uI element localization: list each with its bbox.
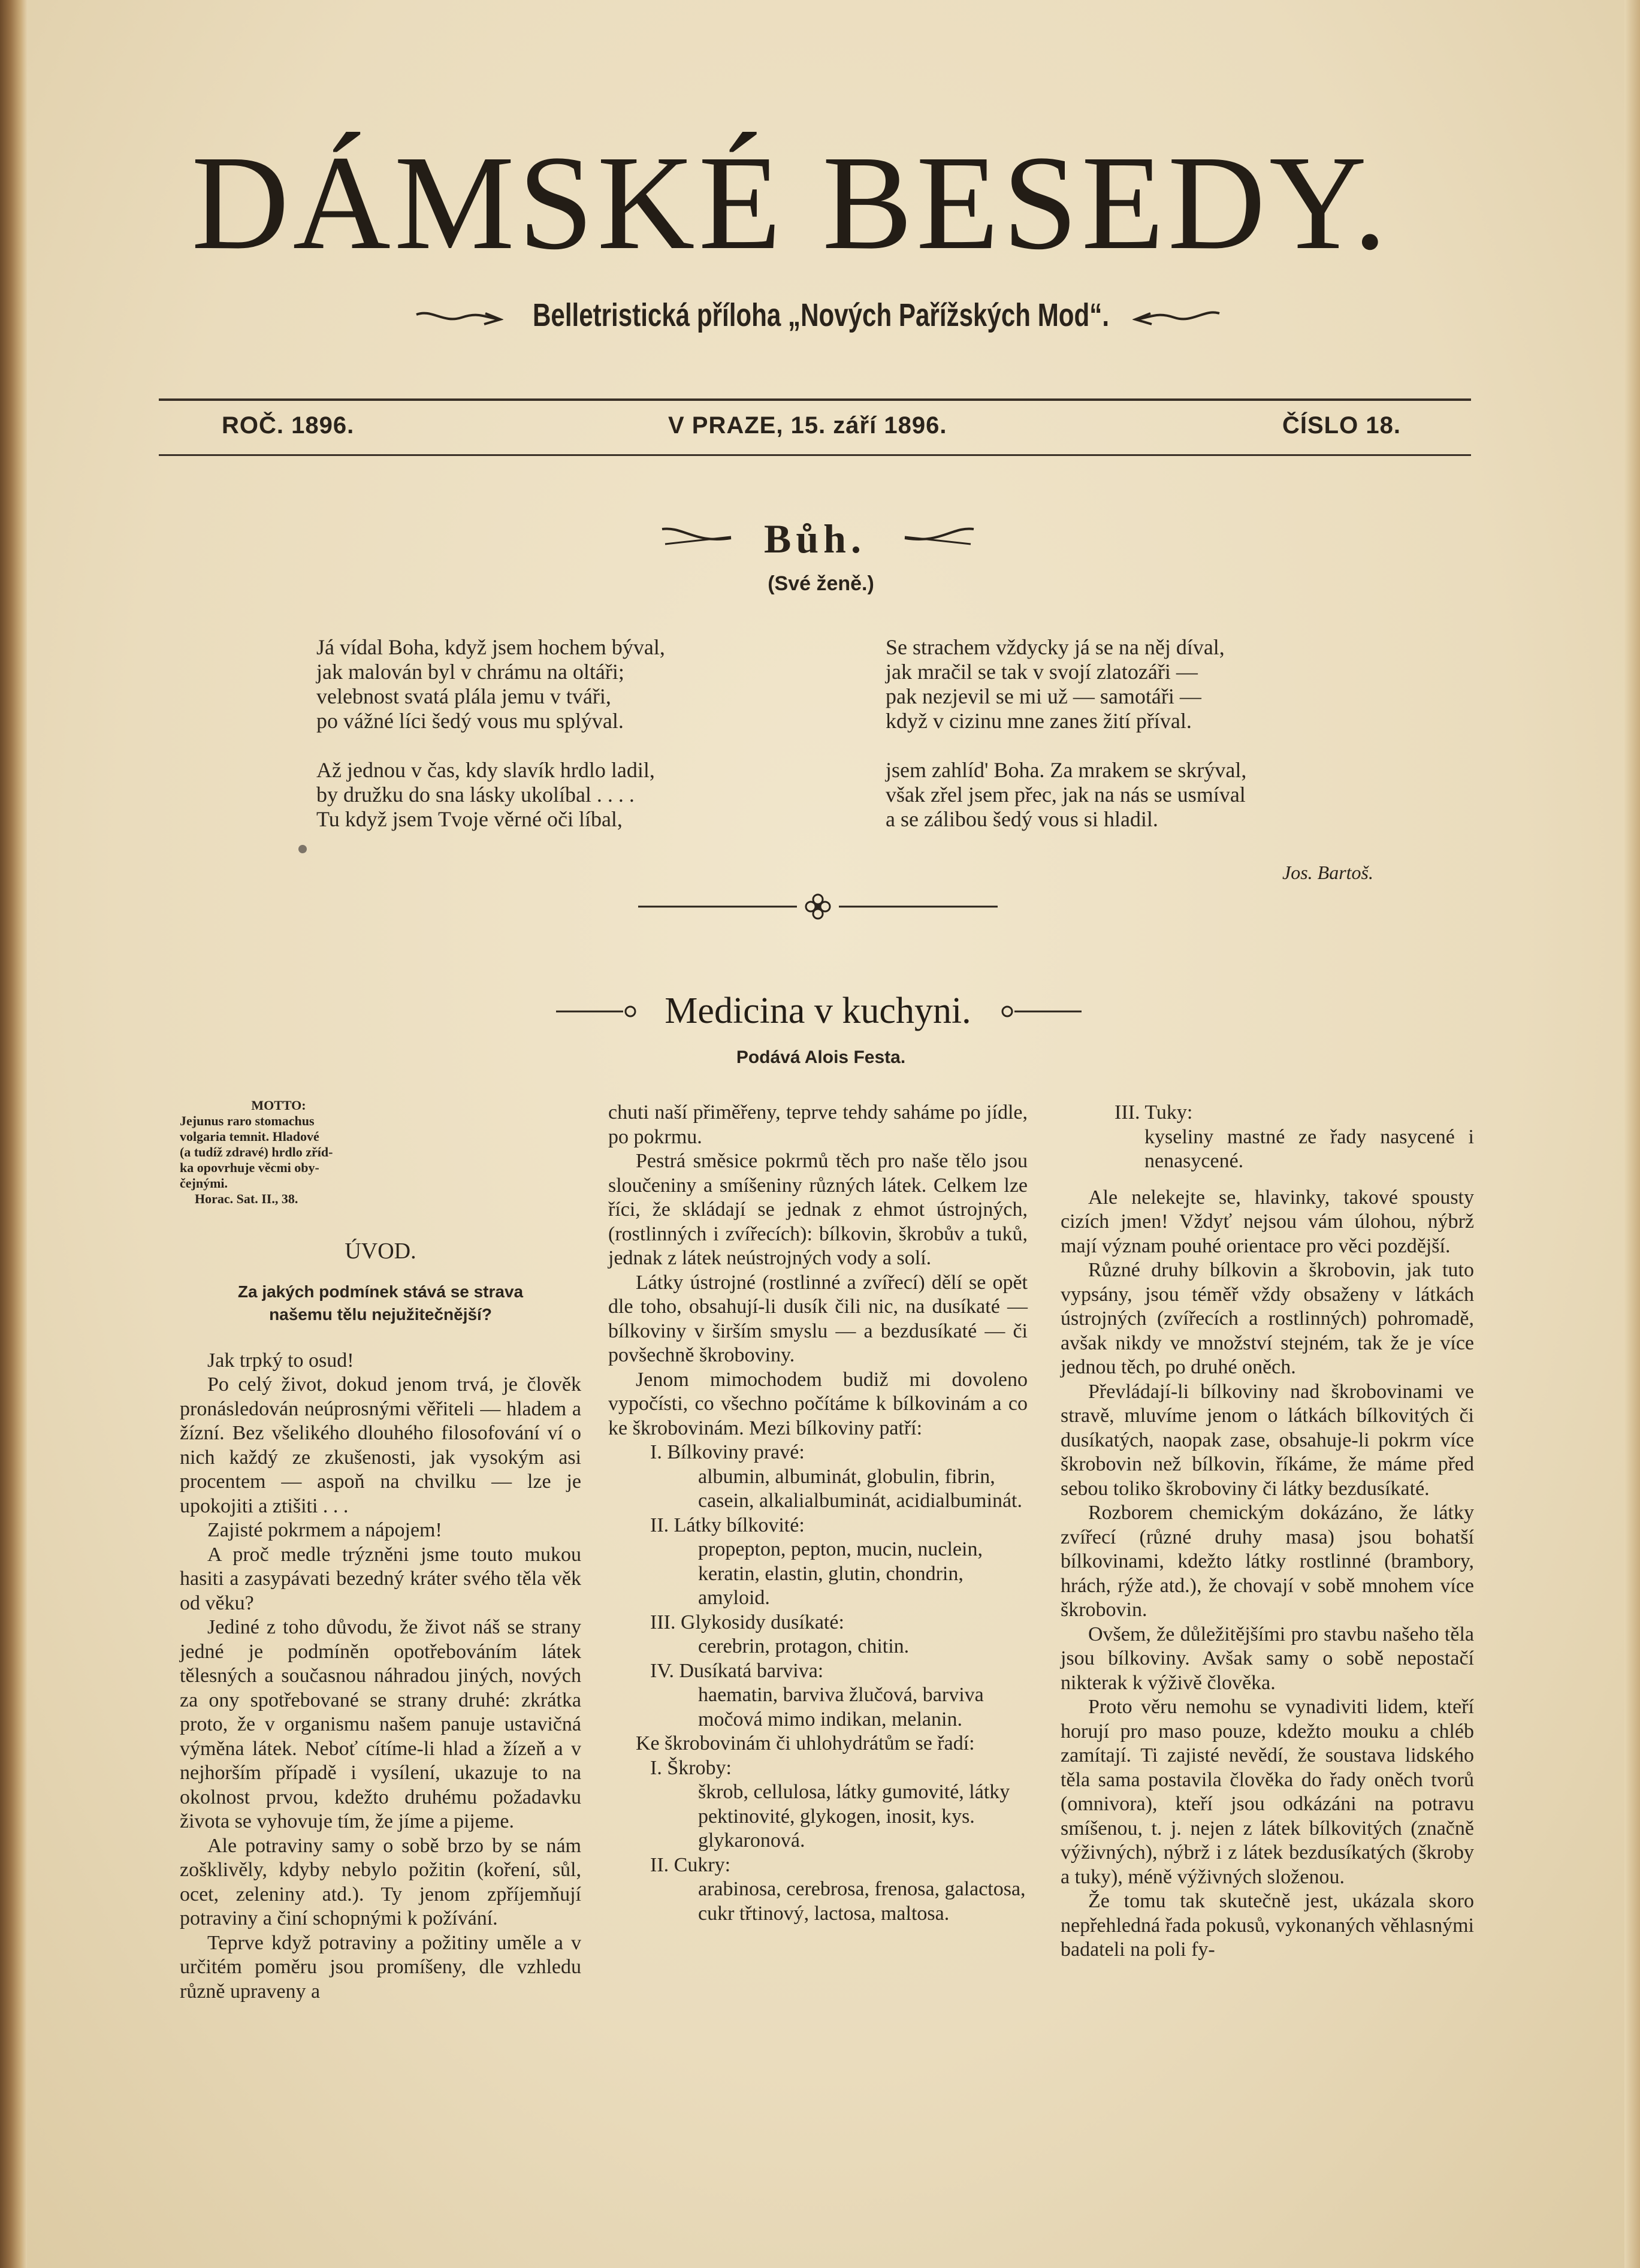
paragraph: Rozborem chemickým dokázáno, že látky zvířecí (různé druhy masa) jsou bohatší bílkovinami, kdežto látky rostlinné (brambory, hrách, rýže atd.), že chovají v sobě mnohem více škrobovin. (1061, 1502, 1474, 1621)
carb-group-heading: I. Škroby: (650, 1756, 732, 1779)
protein-group-items: cerebrin, protagon, chitin. (698, 1635, 910, 1657)
protein-group-heading: II. Látky bílkovité: (650, 1514, 805, 1536)
article-title-left-ornament (556, 1002, 640, 1020)
book-binding-edge (0, 0, 27, 2268)
article-column-2 (608, 1101, 1028, 1926)
poem-stanza (316, 758, 772, 832)
poem-line: jsem zahlíd' Boha. Za mrakem se skrýval, (886, 758, 1247, 782)
paragraph: Různé druhy bílkovin a škrobovin, jak tuto vypsány, jsou téměř vždy obsaženy v látkách ústrojných (zvířecích a rostlinných) pohromadě, avšak nikdy ve množství stejném, tak že je více jednou těch, po druhé oněch. (1061, 1259, 1474, 1378)
paragraph: Převládají-li bílkoviny nad škrobovinami ve stravě, mluvíme jenom o látkách bílkovitých či dusíkatých, naopak zase, obsahuje-li pokrm více škrobovin než bílkovin, říkáme, že máme před sebou toliko škroboviny či látky bezdusíkaté. (1061, 1380, 1474, 1500)
section-heading: ÚVOD. (345, 1239, 416, 1264)
poem-line: pak nezjevil se mi už — samotáři — (886, 684, 1201, 708)
poem-author: Jos. Bartoš. (1282, 862, 1373, 883)
poem-line: Tu když jsem Tvoje věrné oči líbal, (316, 807, 623, 831)
masthead-title: DÁMSKÉ BESEDY. (191, 128, 1391, 277)
carb-group-items: arabinosa, cerebrosa, frenosa, galactosa, cukr třtinový, lactosa, maltosa. (698, 1878, 1026, 1925)
paragraph: Po celý život, dokud jenom trvá, je člověk pronásledován neúprosnými věřiteli — hladem a žízní. Bez všelikého dlouhého filosofování ví o nich každý ze zkušenosti, jak vysokým asi procentem — aspoň na chvilku — lze je upokojiti a ztišiti . . . (180, 1373, 581, 1517)
poem-line: velebnost svatá plála jemu v tváři, (316, 684, 611, 708)
protein-group-heading: I. Bílkoviny pravé: (650, 1441, 805, 1463)
motto-line: Jejunus raro stomachus (180, 1113, 315, 1128)
fats-heading: III. Tuky: (1115, 1101, 1193, 1124)
motto-line: volgaria temnit. Hladové (180, 1129, 319, 1144)
poem-stanza (886, 758, 1353, 832)
paragraph: chuti naší přiměřeny, teprve tehdy saháme po jídle, po pokrmu. (608, 1101, 1028, 1148)
issue-year: ROČ. 1896. (222, 412, 355, 439)
article-byline: Podává Alois Festa. (736, 1047, 906, 1067)
poem-line: by družku do sna lásky ukolíbal . . . . (316, 783, 635, 807)
paragraph: Teprve když potraviny a požitiny uměle a v určitém poměru jsou promíšeny, dle vzhledu různě upraveny a (180, 1931, 581, 2003)
motto-line: čejnými. (180, 1176, 228, 1191)
page-right-edge (1624, 0, 1640, 2268)
paragraph: Ale nelekejte se, hlavinky, takové spousty cizích jmen! Vždyť nejsou vám úlohou, nýbrž mají význam pouhé orientace pro věci pozdější. (1061, 1186, 1474, 1257)
poem-line: však zřel jsem přec, jak na nás se usmíval (886, 783, 1246, 807)
poem-line: Já vídal Boha, když jsem hochem býval, (316, 635, 665, 659)
right-swash-ornament (1132, 303, 1222, 333)
carb-group-items: škrob, cellulosa, látky gumovité, látky pektinovité, glykogen, inosit, kys. glykaronová. (698, 1781, 1010, 1852)
poem-line: Až jednou v čas, kdy slavík hrdlo ladil, (316, 758, 655, 782)
protein-group-items: haematin, barviva žlučová, barviva močová mimo indikan, melanin. (698, 1684, 984, 1731)
ink-dot (298, 845, 307, 853)
article-title-right-ornament (998, 1002, 1082, 1020)
protein-group-heading: III. Glykosidy dusíkaté: (650, 1611, 844, 1633)
paragraph: Zajisté pokrmem a nápojem! (207, 1519, 442, 1541)
protein-group-items: albumin, albuminát, globulin, fibrin, casein, alkalialbuminát, acidialbuminát. (698, 1465, 1022, 1512)
poem-title: Bůh. (764, 516, 866, 561)
paragraph: Pestrá směsice pokrmů těch pro naše tělo jsou sloučeniny a smíšeniny různých látek. Celkem lze říci, že skládají se jednak z ehmot ústrojných, (rostlinných i zvířecích): bílkovin, škrobův a tuků, jednak z látek neústrojných vody a solí. (608, 1150, 1028, 1269)
paragraph: Ale potraviny samy o sobě brzo by se nám zošklivěly, kdyby nebylo požitin (koření, sůl, ocet, zeleniny atd.). Ty jenom zpříjemňují potraviny a činí schopnými k požívání. (180, 1834, 581, 1929)
paragraph: Jak trpký to osud! (207, 1349, 354, 1372)
section-question-line: Za jakých podmínek stává se strava (237, 1282, 524, 1301)
poem-right-column (886, 635, 1353, 856)
protein-group-heading: IV. Dusíkatá barviva: (650, 1659, 824, 1682)
poem-line: když v cizinu mne zanes žití příval. (886, 709, 1192, 733)
article-column-3 (1061, 1101, 1474, 1962)
article-title: Medicina v kuchyni. (665, 990, 971, 1031)
bottom-rule (159, 454, 1471, 456)
poem-line: jak malován byl v chrámu na oltáři; (316, 660, 624, 684)
section-question-line: našemu tělu nejužitečnější? (269, 1304, 492, 1324)
protein-group-items: propepton, pepton, mucin, nuclein, keratin, elastin, glutin, chondrin, amyloid. (698, 1538, 983, 1609)
paragraph: Ovšem, že důležitějšími pro stavbu našeho těla jsou bílkoviny. Avšak samy o sobě nepostačí nikterak k výživě člověka. (1061, 1623, 1474, 1694)
issue-number: ČÍSLO 18. (1282, 412, 1401, 439)
paragraph: Látky ústrojné (rostlinné a zvířecí) dělí se opět dle toho, obsahují-li dusík čili nic, na dusíkaté — bílkoviny v širším smyslu — a bezdusíkaté — či povšechně škroboviny. (608, 1271, 1028, 1366)
motto-source: Horac. Sat. II., 38. (195, 1191, 298, 1206)
paragraph: Jediné z toho důvodu, že život náš se strany jedné je podmíněn opotřebováním látek tělesných a současnou náhradou jiných, nových za ony spotřebované se strany druhé: zkrátka proto, že v organismu našem panuje ustavičná výměna látek. Neboť cítíme-li hlad a žízeň a v nejhorším případě i vysílení, ukazuje to na okolnost prvou, kdežto druhému požadavku života se vyhovuje tím, že jíme a pijeme. (180, 1616, 581, 1832)
masthead-subtitle: Belletristická příloha „Nových Pařížských Mod“. (532, 297, 1110, 333)
paragraph: Že tomu tak skutečně jest, ukázala skoro nepřehledná řada pokusů, vykonaných věhlasnými badateli na poli fy- (1061, 1890, 1474, 1961)
fats-items: kyseliny mastné ze řady nasycené i nenasycené. (1144, 1125, 1474, 1172)
poem-title-right-ornament (899, 520, 977, 550)
paragraph: Ke škrobovinám či uhlohydrátům se řadí: (636, 1732, 975, 1754)
section-divider-ornament (638, 892, 998, 922)
poem-line: jak mračil se tak v svojí zlatozáři — (886, 660, 1198, 684)
motto-line: ka opovrhuje věcmi oby- (180, 1160, 319, 1175)
poem-stanza (886, 635, 1353, 733)
motto-label: MOTTO: (251, 1098, 306, 1113)
poem-title-left-ornament (659, 520, 737, 550)
poem-stanza (316, 635, 772, 733)
poem-line: po vážné líci šedý vous mu splýval. (316, 709, 624, 733)
motto-block (180, 1098, 377, 1207)
poem-line: a se zálibou šedý vous si hladil. (886, 807, 1158, 831)
issue-place-date: V PRAZE, 15. září 1896. (668, 412, 947, 439)
paragraph: A proč medle trýzněni jsme touto mukou hasiti a zasypávati bezedný kráter svého těla věk od věku? (180, 1543, 581, 1614)
poem-left-column (316, 635, 772, 856)
poem-line: Se strachem vždycky já se na něj díval, (886, 635, 1225, 659)
top-rule (159, 398, 1471, 401)
poem-dedication: (Své ženě.) (768, 572, 874, 595)
paragraph: Jenom mimochodem budiž mi dovoleno vypočísti, co všechno počítáme k bílkovinám a co ke škrobovinám. Mezi bílkoviny patří: (608, 1368, 1028, 1439)
paragraph: Proto věru nemohu se vynadiviti lidem, kteří horují pro maso pouze, kdežto mouku a chléb zamítají. Ti zajisté nevědí, že soustava lidského těla sama postavila člověka do řady oněch tvorů (omnivora), kteří jsou odkázáni na potravu smíšenou, t. j. nejen z látek bílkovitých (značně výživných), nýbrž i z látek bezdusíkatých (škroby a tuky), méně výživných složenou. (1061, 1696, 1474, 1888)
motto-line: (a tudíž zdravé) hrdlo zříd- (180, 1144, 333, 1159)
article-column-1 (180, 1239, 581, 2004)
carb-group-heading: II. Cukry: (650, 1853, 731, 1876)
